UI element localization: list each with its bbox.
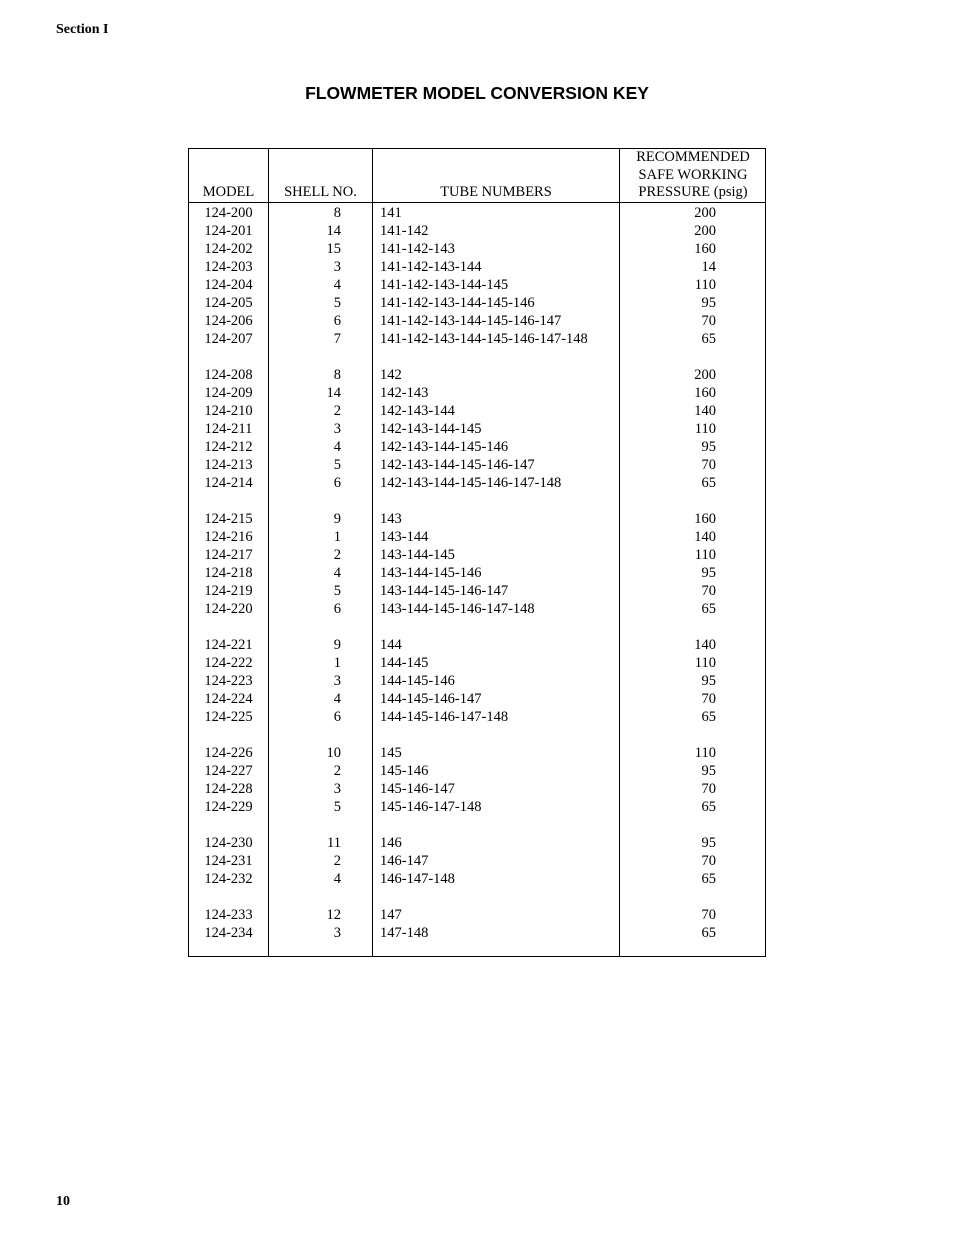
header-divider — [189, 202, 765, 203]
cell-pressure: 95 — [701, 439, 716, 455]
cell-shell-no: 4 — [333, 691, 341, 707]
cell-model: 124-233 — [204, 907, 253, 923]
cell-tube-numbers: 144-145 — [380, 655, 429, 671]
section-label: Section I — [56, 22, 109, 37]
cell-shell-no: 2 — [333, 403, 341, 419]
cell-model: 124-228 — [204, 781, 253, 797]
cell-pressure: 70 — [701, 457, 716, 473]
cell-model: 124-210 — [204, 403, 253, 419]
cell-tube-numbers: 146 — [380, 835, 402, 851]
cell-pressure: 65 — [701, 331, 716, 347]
cell-model: 124-214 — [204, 475, 253, 491]
header-pressure-line: RECOMMENDED — [636, 149, 750, 165]
cell-model: 124-221 — [204, 637, 253, 653]
cell-tube-numbers: 146-147-148 — [380, 871, 455, 887]
cell-model: 124-215 — [204, 511, 253, 527]
cell-model: 124-207 — [204, 331, 253, 347]
cell-shell-no: 3 — [333, 259, 341, 275]
cell-pressure: 65 — [701, 799, 716, 815]
conversion-key-table — [188, 148, 766, 957]
table-row — [189, 420, 765, 438]
cell-shell-no: 2 — [333, 547, 341, 563]
cell-tube-numbers: 145-146-147 — [380, 781, 455, 797]
table-row — [189, 708, 765, 726]
cell-pressure: 65 — [701, 925, 716, 941]
cell-model: 124-226 — [204, 745, 253, 761]
cell-shell-no: 7 — [333, 331, 341, 347]
table-row — [189, 654, 765, 672]
cell-pressure: 140 — [694, 529, 716, 545]
cell-shell-no: 14 — [326, 223, 341, 239]
cell-shell-no: 15 — [326, 241, 341, 257]
cell-shell-no: 5 — [333, 799, 341, 815]
cell-tube-numbers: 145-146-147-148 — [380, 799, 482, 815]
table-row — [189, 780, 765, 798]
table-row — [189, 330, 765, 348]
table-row — [189, 222, 765, 240]
cell-tube-numbers: 142-143-144-145-146-147-148 — [380, 475, 562, 491]
header-shell-no: SHELL NO. — [284, 184, 357, 200]
cell-tube-numbers: 141-142-143-144 — [380, 259, 482, 275]
cell-tube-numbers: 143 — [380, 511, 402, 527]
cell-pressure: 95 — [701, 835, 716, 851]
cell-pressure: 160 — [694, 385, 716, 401]
cell-shell-no: 1 — [333, 655, 341, 671]
table-row — [189, 366, 765, 384]
cell-model: 124-209 — [204, 385, 253, 401]
cell-tube-numbers: 141-142-143-144-145 — [380, 277, 509, 293]
table-row — [189, 294, 765, 312]
cell-tube-numbers: 143-144-145-146-147-148 — [380, 601, 535, 617]
cell-tube-numbers: 144-145-146-147-148 — [380, 709, 509, 725]
table-row — [189, 276, 765, 294]
cell-pressure: 160 — [694, 241, 716, 257]
cell-pressure: 95 — [701, 565, 716, 581]
cell-shell-no: 5 — [333, 457, 341, 473]
table-row — [189, 798, 765, 816]
cell-pressure: 140 — [694, 403, 716, 419]
cell-tube-numbers: 141-142-143 — [380, 241, 455, 257]
cell-pressure: 70 — [701, 313, 716, 329]
cell-model: 124-220 — [204, 601, 253, 617]
cell-pressure: 95 — [701, 295, 716, 311]
cell-pressure: 14 — [701, 259, 716, 275]
cell-tube-numbers: 146-147 — [380, 853, 429, 869]
cell-model: 124-229 — [204, 799, 253, 815]
cell-shell-no: 6 — [333, 475, 341, 491]
cell-model: 124-230 — [204, 835, 253, 851]
cell-model: 124-211 — [204, 421, 253, 437]
table-row — [189, 258, 765, 276]
table-row — [189, 546, 765, 564]
cell-shell-no: 9 — [333, 511, 341, 527]
cell-tube-numbers: 141-142-143-144-145-146 — [380, 295, 535, 311]
cell-tube-numbers: 144-145-146-147 — [380, 691, 482, 707]
cell-shell-no: 8 — [333, 205, 341, 221]
table-row — [189, 510, 765, 528]
cell-model: 124-234 — [204, 925, 253, 941]
table-row — [189, 636, 765, 654]
cell-model: 124-212 — [204, 439, 253, 455]
cell-shell-no: 3 — [333, 673, 341, 689]
cell-shell-no: 12 — [326, 907, 341, 923]
cell-tube-numbers: 141 — [380, 205, 402, 221]
cell-model: 124-231 — [204, 853, 253, 869]
cell-shell-no: 2 — [333, 763, 341, 779]
cell-model: 124-232 — [204, 871, 253, 887]
cell-pressure: 70 — [701, 853, 716, 869]
header-pressure — [620, 149, 766, 202]
cell-shell-no: 3 — [333, 781, 341, 797]
cell-model: 124-201 — [204, 223, 253, 239]
cell-pressure: 140 — [694, 637, 716, 653]
cell-tube-numbers: 143-144-145 — [380, 547, 455, 563]
cell-model: 124-225 — [204, 709, 253, 725]
cell-pressure: 110 — [694, 277, 716, 293]
page-number: 10 — [56, 1194, 70, 1209]
table-row — [189, 528, 765, 546]
cell-tube-numbers: 145 — [380, 745, 402, 761]
table-row — [189, 852, 765, 870]
header-pressure-line: PRESSURE (psig) — [638, 184, 748, 200]
cell-pressure: 70 — [701, 691, 716, 707]
cell-pressure: 110 — [694, 547, 716, 563]
cell-shell-no: 3 — [333, 421, 341, 437]
cell-model: 124-208 — [204, 367, 253, 383]
cell-tube-numbers: 142-143 — [380, 385, 429, 401]
cell-shell-no: 4 — [333, 565, 341, 581]
cell-tube-numbers: 144 — [380, 637, 402, 653]
cell-model: 124-223 — [204, 673, 253, 689]
cell-pressure: 70 — [701, 583, 716, 599]
cell-model: 124-216 — [204, 529, 253, 545]
cell-model: 124-217 — [204, 547, 253, 563]
table-body — [189, 204, 765, 942]
cell-model: 124-219 — [204, 583, 253, 599]
cell-model: 124-206 — [204, 313, 253, 329]
cell-tube-numbers: 143-144 — [380, 529, 429, 545]
cell-model: 124-200 — [204, 205, 253, 221]
cell-tube-numbers: 142-143-144-145-146 — [380, 439, 509, 455]
table-row — [189, 564, 765, 582]
cell-model: 124-213 — [204, 457, 253, 473]
cell-pressure: 70 — [701, 907, 716, 923]
cell-model: 124-203 — [204, 259, 253, 275]
cell-pressure: 110 — [694, 655, 716, 671]
cell-shell-no: 14 — [326, 385, 341, 401]
cell-pressure: 95 — [701, 673, 716, 689]
cell-tube-numbers: 141-142-143-144-145-146-147 — [380, 313, 562, 329]
cell-pressure: 160 — [694, 511, 716, 527]
header-model: MODEL — [202, 184, 255, 200]
table-row — [189, 456, 765, 474]
cell-model: 124-218 — [204, 565, 253, 581]
cell-pressure: 110 — [694, 421, 716, 437]
cell-tube-numbers: 142-143-144-145 — [380, 421, 482, 437]
cell-shell-no: 2 — [333, 853, 341, 869]
cell-pressure: 200 — [694, 205, 716, 221]
cell-shell-no: 3 — [333, 925, 341, 941]
cell-pressure: 65 — [701, 601, 716, 617]
table-row — [189, 870, 765, 888]
table-row — [189, 672, 765, 690]
table-row — [189, 762, 765, 780]
cell-pressure: 65 — [701, 871, 716, 887]
cell-pressure: 65 — [701, 709, 716, 725]
cell-shell-no: 4 — [333, 871, 341, 887]
cell-pressure: 65 — [701, 475, 716, 491]
table-row — [189, 834, 765, 852]
cell-pressure: 200 — [694, 223, 716, 239]
cell-shell-no: 9 — [333, 637, 341, 653]
cell-pressure: 70 — [701, 781, 716, 797]
page-title: FLOWMETER MODEL CONVERSION KEY — [305, 83, 649, 103]
header-tube-numbers: TUBE NUMBERS — [440, 184, 552, 200]
cell-shell-no: 1 — [333, 529, 341, 545]
cell-pressure: 200 — [694, 367, 716, 383]
header-pressure-line: SAFE WORKING — [638, 166, 748, 183]
cell-pressure: 110 — [694, 745, 716, 761]
cell-model: 124-204 — [204, 277, 253, 293]
table-row — [189, 906, 765, 924]
table-row — [189, 204, 765, 222]
cell-shell-no: 4 — [333, 439, 341, 455]
cell-model: 124-222 — [204, 655, 253, 671]
cell-tube-numbers: 147-148 — [380, 925, 429, 941]
cell-shell-no: 5 — [333, 583, 341, 599]
cell-tube-numbers: 144-145-146 — [380, 673, 455, 689]
cell-shell-no: 10 — [326, 745, 341, 761]
table-row — [189, 924, 765, 942]
cell-model: 124-205 — [204, 295, 253, 311]
cell-shell-no: 6 — [333, 601, 341, 617]
cell-model: 124-227 — [204, 763, 253, 779]
table-row — [189, 744, 765, 762]
table-row — [189, 600, 765, 618]
cell-pressure: 95 — [701, 763, 716, 779]
cell-shell-no: 8 — [333, 367, 341, 383]
cell-tube-numbers: 142-143-144-145-146-147 — [380, 457, 535, 473]
table-row — [189, 384, 765, 402]
table-row — [189, 438, 765, 456]
cell-tube-numbers: 145-146 — [380, 763, 429, 779]
cell-shell-no: 11 — [327, 835, 341, 851]
cell-tube-numbers: 143-144-145-146 — [380, 565, 482, 581]
table-row — [189, 240, 765, 258]
cell-tube-numbers: 147 — [380, 907, 402, 923]
cell-shell-no: 4 — [333, 277, 341, 293]
table-row — [189, 690, 765, 708]
table-row — [189, 402, 765, 420]
cell-shell-no: 6 — [333, 709, 341, 725]
cell-shell-no: 5 — [333, 295, 341, 311]
cell-tube-numbers: 143-144-145-146-147 — [380, 583, 509, 599]
table-row — [189, 474, 765, 492]
cell-shell-no: 6 — [333, 313, 341, 329]
table-row — [189, 312, 765, 330]
cell-model: 124-224 — [204, 691, 253, 707]
cell-tube-numbers: 141-142-143-144-145-146-147-148 — [380, 331, 588, 347]
cell-tube-numbers: 141-142 — [380, 223, 429, 239]
cell-tube-numbers: 142 — [380, 367, 402, 383]
cell-model: 124-202 — [204, 241, 253, 257]
table-row — [189, 582, 765, 600]
cell-tube-numbers: 142-143-144 — [380, 403, 455, 419]
